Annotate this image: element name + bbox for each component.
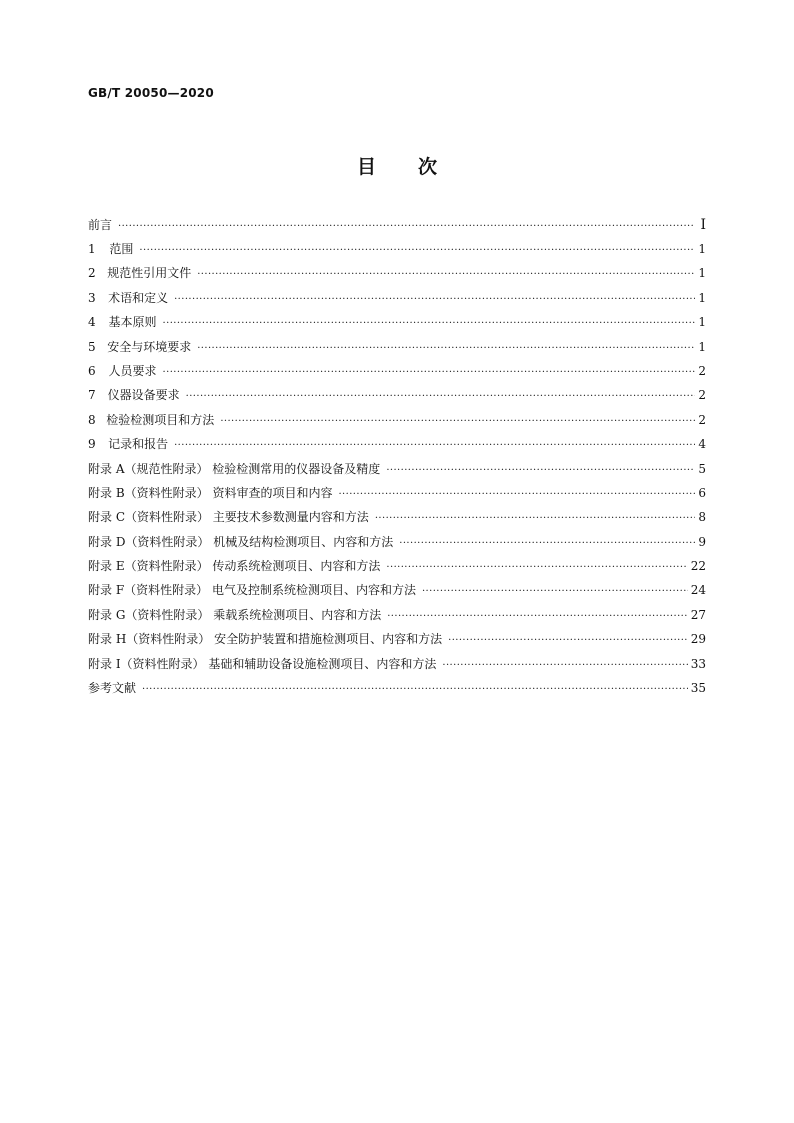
toc-page-number: 35 [690,681,706,696]
toc-entry-bibliography[interactable] [88,679,706,703]
toc-entry-terms[interactable] [88,289,706,313]
toc-page-number: 6 [698,485,706,500]
toc-leader-dots [174,294,695,305]
toc-entry-label: 人员要求 [108,363,157,378]
toc-entry-number: 8 [88,412,96,427]
toc-entry-number: 4 [88,315,96,330]
toc-page-number: 24 [690,583,706,598]
toc-page-number: 5 [698,461,706,476]
toc-entry-number: 5 [88,339,96,354]
toc-page-number: 1 [698,339,706,354]
toc-leader-dots [197,269,695,280]
toc-page-number: 29 [690,632,706,647]
toc-entry-scope[interactable] [88,240,706,264]
toc-leader-dots [448,635,688,646]
toc-entry-foreword[interactable] [88,216,706,240]
toc-entry-number: 3 [88,290,96,305]
toc-leader-dots [142,684,688,695]
toc-page-number: 2 [698,412,706,427]
toc-entry-number: 9 [88,437,96,452]
toc-entry-number: 7 [88,388,96,403]
toc-entry-label: 术语和定义 [108,290,169,305]
toc-entry-number: 2 [88,266,96,281]
toc-entry-label: 规范性引用文件 [107,266,192,281]
toc-leader-dots [422,586,688,597]
toc-leader-dots [375,513,695,524]
toc-leader-dots [338,489,695,500]
toc-entry-label: 记录和报告 [108,437,169,452]
toc-entry-records[interactable] [88,435,706,459]
toc-entry-annex-e[interactable] [88,557,706,581]
toc-entry-annex-i[interactable] [88,655,706,679]
toc-page-number: 4 [698,437,706,452]
toc-entry-personnel[interactable] [88,362,706,386]
toc-entry-equipment[interactable] [88,386,706,410]
toc-leader-dots [399,538,695,549]
toc-entry-label: 附录 B（资料性附录） 资料审查的项目和内容 [88,485,333,500]
toc-page-number: 33 [690,656,706,671]
toc-entry-annex-f[interactable] [88,581,706,605]
toc-leader-dots [197,343,695,354]
toc-page-number: 9 [698,534,706,549]
toc-entry-safety[interactable] [88,338,706,362]
toc-page-number: 8 [698,510,706,525]
toc-entry-annex-b[interactable] [88,484,706,508]
toc-entry-label: 附录 F（资料性附录） 电气及控制系统检测项目、内容和方法 [88,583,416,598]
toc-entry-annex-d[interactable] [88,533,706,557]
toc-leader-dots [387,611,688,622]
toc-page-number: 1 [698,266,706,281]
toc-entry-label: 仪器设备要求 [107,388,180,403]
toc-entry-label: 附录 C（资料性附录） 主要技术参数测量内容和方法 [88,510,369,525]
toc-entry-label: 附录 D（资料性附录） 机械及结构检测项目、内容和方法 [88,534,394,549]
toc-leader-dots [386,465,695,476]
toc-entry-label: 附录 H（资料性附录） 安全防护装置和措施检测项目、内容和方法 [88,632,443,647]
toc-leader-dots [220,416,695,427]
toc-page-number: 1 [698,290,706,305]
toc-entry-label: 附录 A（规范性附录） 检验检测常用的仪器设备及精度 [88,461,381,476]
toc-leader-dots [118,221,695,232]
toc-page-number: I [700,217,706,233]
toc-entry-label: 附录 I（资料性附录） 基础和辅助设备设施检测项目、内容和方法 [88,656,437,671]
document-code: GB/T 20050—2020 [88,86,214,100]
toc-entry-number: 1 [88,242,96,256]
toc-entry-label: 安全与环境要求 [107,339,192,354]
toc-leader-dots [139,245,695,256]
toc-entry-label: 附录 G（资料性附录） 乘载系统检测项目、内容和方法 [88,607,382,622]
toc-entry-annex-a[interactable] [88,460,706,484]
toc-entry-inspection-items[interactable] [88,411,706,435]
toc-entry-label: 检验检测项目和方法 [106,412,215,427]
toc-entry-label: 基本原则 [108,315,157,330]
toc-entry-annex-h[interactable] [88,630,706,654]
toc-entry-annex-g[interactable] [88,606,706,630]
toc-entry-label: 参考文献 [88,681,137,696]
toc-leader-dots [386,562,687,573]
toc-page-number: 27 [690,607,706,622]
toc-leader-dots [442,660,687,671]
toc-leader-dots [186,391,695,402]
toc-leader-dots [163,367,695,378]
table-of-contents [88,216,706,703]
page-title: 目次 [356,156,479,178]
toc-entry-label: 附录 E（资料性附录） 传动系统检测项目、内容和方法 [88,559,381,574]
toc-entry-label: 前言 [88,218,113,232]
toc-entry-label: 范围 [109,242,134,256]
toc-page-number: 2 [698,388,706,403]
toc-leader-dots [163,318,695,329]
toc-page-number: 22 [690,559,706,574]
toc-leader-dots [174,440,695,451]
toc-page-number: 1 [698,315,706,330]
toc-entry-principles[interactable] [88,313,706,337]
toc-entry-normative-references[interactable] [88,264,706,288]
toc-entry-number: 6 [88,363,96,378]
toc-entry-annex-c[interactable] [88,508,706,532]
toc-page-number: 2 [698,363,706,378]
toc-page-number: 1 [698,242,706,256]
